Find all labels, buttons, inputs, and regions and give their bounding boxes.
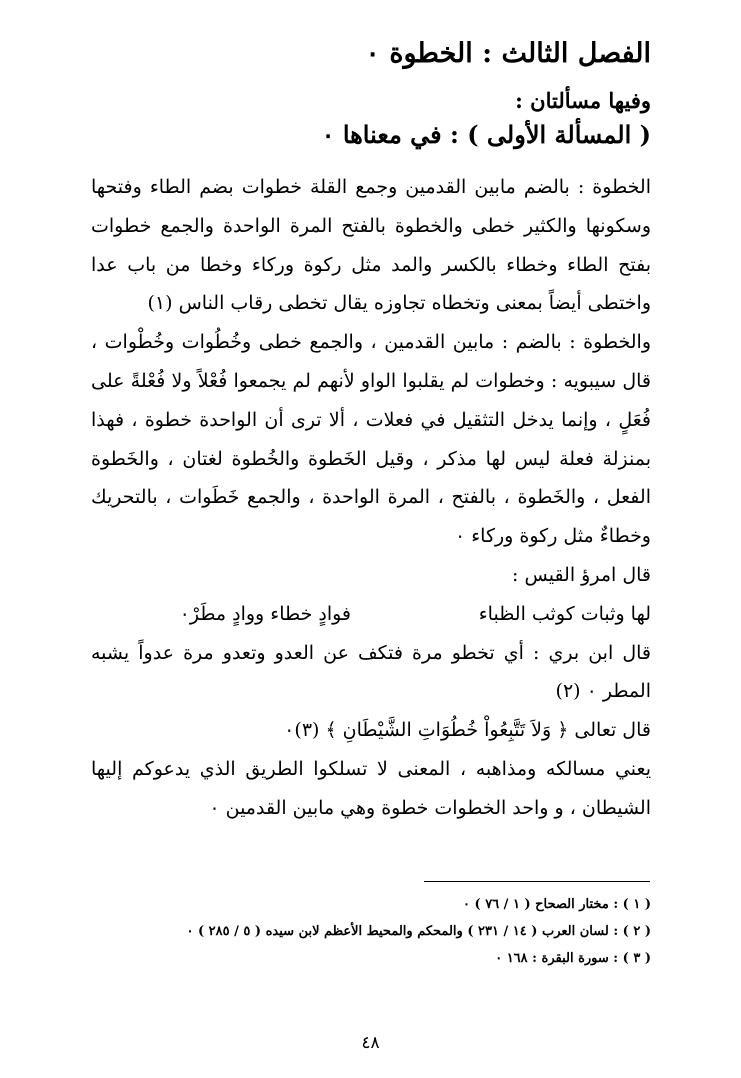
footnote: ( ١ ) : مختار الصحاح ( ١ / ٧٦ ) ٠ — [463, 897, 651, 912]
chapter-intro: وفيها مسألتان : — [515, 88, 651, 113]
footnote: ( ٣ ) : سورة البقرة : ١٦٨ ٠ — [495, 951, 651, 966]
verse-second-hemistich: فوادٍ خطاء ووادٍ مطَرْ٠ — [179, 602, 351, 625]
chapter-title: الفصل الثالث : الخطوة ٠ — [365, 38, 651, 69]
paragraph: والخطوة : بالضم : مابين القدمين ، والجمع خطى وخُطُوات وخُطْوات ، قال سيبويه : وخطوات لم يقلبوا الواو لأنهم لم يجمعوا فُعْلاً ولا فُعْلةً على فُعَلٍ ، وإنما يدخل التثقيل في فعلات ، ألا ترى أن الواحدة خطوة ، فهذا بمنزلة فعلة ليس لها مذكر ، وقيل الخَطوة والخُطوة لغتان ، والخَطوة الفعل ، والخَطوة ، بالفتح ، المرة الواحدة ، والجمع خَطَوات ، بالتحريك وخطاءٌ مثل ركوة وركاء ٠ — [91, 331, 651, 548]
paragraph: قال ابن بري : أي تخطو مرة فتكف عن العدو وتعدو مرة عدواً يشبه المطر ٠ (٢) — [91, 641, 651, 703]
poem-verse — [91, 595, 651, 634]
footnote: ( ٢ ) : لسان العرب ( ١٤ / ٢٣١ ) والمحكم والمحيط الأعظم لابن سيده ( ٥ / ٢٨٥ ) ٠ — [186, 924, 651, 939]
paragraph: يعني مسالكه ومذاهبه ، المعنى لا تسلكوا الطريق الذي يدعوكم إليها الشيطان ، و واحد الخطوات خطوة وهي مابين القدمين ٠ — [91, 757, 651, 819]
main-text — [91, 168, 651, 828]
footnote-divider — [424, 881, 650, 882]
section-title: ( المسألة الأولى ) : في معناها ٠ — [321, 120, 651, 149]
paragraph: الخطوة : بالضم مابين القدمين وجمع القلة خطوات بضم الطاء وفتحها وسكونها والكثير خطى والخطوة بالفتح المرة الواحدة والجمع خطوات بفتح الطاء وخطاء بالكسر والمد مثل ركوة وركاء وخطا من باب عدا واختطى أيضاً بمعنى وتخطاه تجاوزه يقال تخطى رقاب الناس (١) — [91, 176, 651, 315]
quran-quote: قال تعالى ﴿ وَلاَ تَتَّبِعُواْ خُطُوَاتِ الشَّيْطَانِ ﴾ (٣)٠ — [284, 719, 651, 742]
verse-first-hemistich: لها وثبات كوثب الظباء — [478, 602, 651, 625]
paragraph: قال امرؤ القيس : — [512, 563, 651, 586]
page-number: ٤٨ — [361, 1033, 380, 1053]
